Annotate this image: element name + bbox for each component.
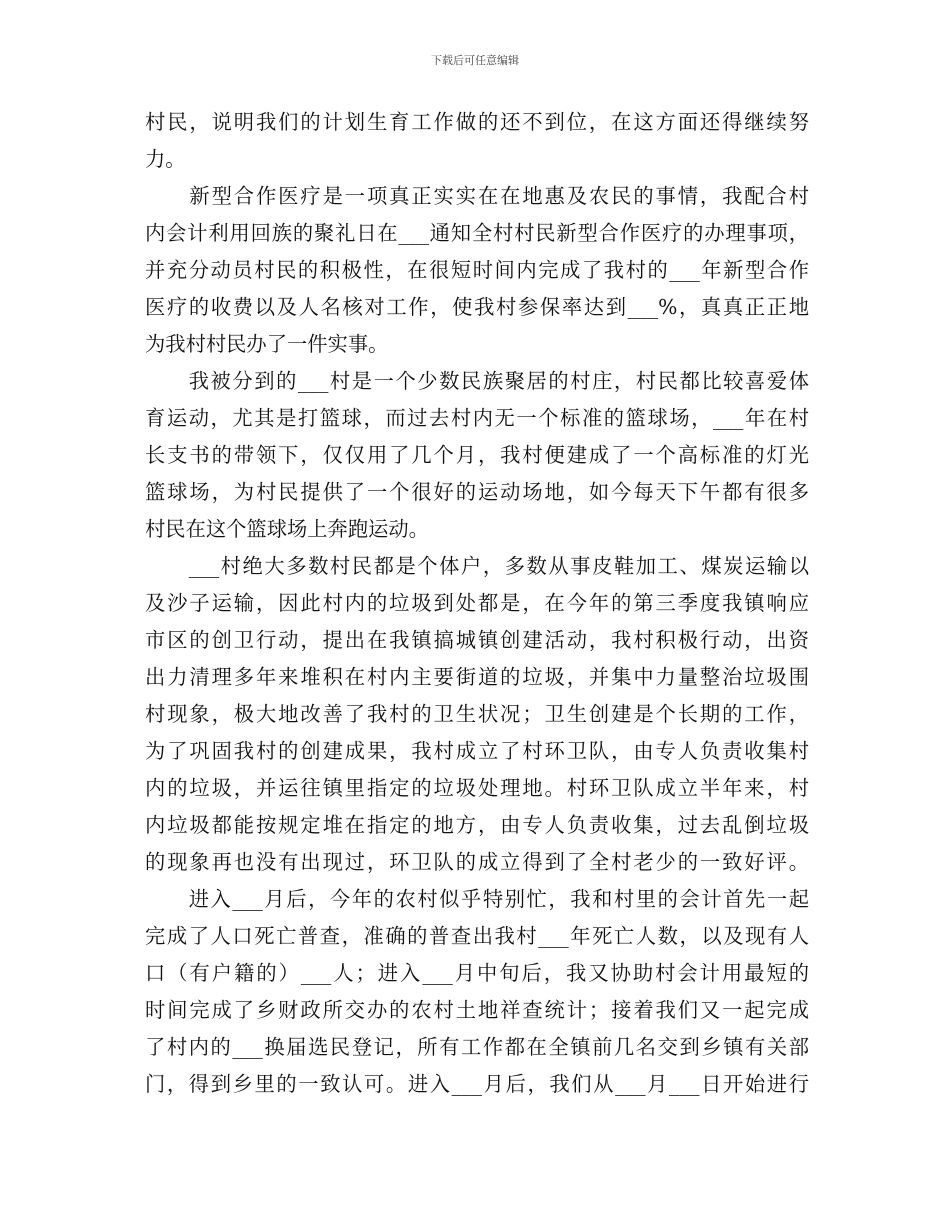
- text-line: 育运动，尤其是打篮球，而过去村内无一个标准的篮球场，___年在村: [145, 406, 809, 430]
- text-line: 力。: [145, 147, 186, 171]
- page-header: 下载后可任意编辑: [431, 54, 519, 67]
- text-line: 内的垃圾，并运往镇里指定的垃圾处理地。村环卫队成立半年来，村: [145, 776, 809, 800]
- text-line: 内会计利用回族的聚礼日在___通知全村村民新型合作医疗的办理事项，: [145, 221, 809, 245]
- text-line: 了村内的___换届选民登记，所有工作都在全镇前几名交到乡镇有关部: [145, 1035, 809, 1059]
- text-line: 长支书的带领下，仅仅用了几个月，我村便建成了一个高标准的灯光: [145, 443, 809, 467]
- text-line: 村现象，极大地改善了我村的卫生状况；卫生创建是个长期的工作，: [145, 702, 809, 726]
- text-line: 出力清理多年来堆积在村内主要街道的垃圾，并集中力量整治垃圾围: [145, 665, 809, 689]
- text-line: 篮球场，为村民提供了一个很好的运动场地，如今每天下午都有很多: [145, 480, 809, 504]
- text-line: ___村绝大多数村民都是个体户，多数从事皮鞋加工、煤炭运输以: [145, 554, 809, 578]
- text-line: 为我村村民办了一件实事。: [145, 332, 389, 356]
- text-line: 的现象再也没有出现过，环卫队的成立得到了全村老少的一致好评。: [145, 850, 809, 874]
- text-line: 及沙子运输，因此村内的垃圾到处都是，在今年的第三季度我镇响应: [145, 591, 809, 615]
- text-line: 我被分到的___村是一个少数民族聚居的村庄，村民都比较喜爱体: [145, 369, 809, 393]
- text-line: 村民，说明我们的计划生育工作做的还不到位，在这方面还得继续努: [145, 110, 809, 134]
- text-line: 新型合作医疗是一项真正实实在在地惠及农民的事情，我配合村: [145, 184, 809, 208]
- text-line: 进入___月后，今年的农村似乎特别忙，我和村里的会计首先一起: [145, 887, 809, 911]
- text-line: 医疗的收费以及人名核对工作，使我村参保率达到___%，真真正正地: [145, 295, 809, 319]
- text-line: 口（有户籍的）___人；进入___月中旬后，我又协助村会计用最短的: [145, 961, 809, 985]
- text-line: 为了巩固我村的创建成果，我村成立了村环卫队，由专人负责收集村: [145, 739, 809, 763]
- text-line: 时间完成了乡财政所交办的农村土地祥查统计；接着我们又一起完成: [145, 998, 809, 1022]
- body-text: [145, 104, 809, 1103]
- text-line: 门，得到乡里的一致认可。进入___月后，我们从___月___日开始进行: [145, 1072, 809, 1096]
- text-line: 并充分动员村民的积极性，在很短时间内完成了我村的___年新型合作: [145, 258, 809, 282]
- text-line: 完成了人口死亡普查，准确的普查出我村___年死亡人数，以及现有人: [145, 924, 809, 948]
- text-line: 村民在这个篮球场上奔跑运动。: [145, 517, 429, 541]
- text-line: 内垃圾都能按规定堆在指定的地方，由专人负责收集，过去乱倒垃圾: [145, 813, 809, 837]
- text-line: 市区的创卫行动，提出在我镇搞城镇创建活动，我村积极行动，出资: [145, 628, 809, 652]
